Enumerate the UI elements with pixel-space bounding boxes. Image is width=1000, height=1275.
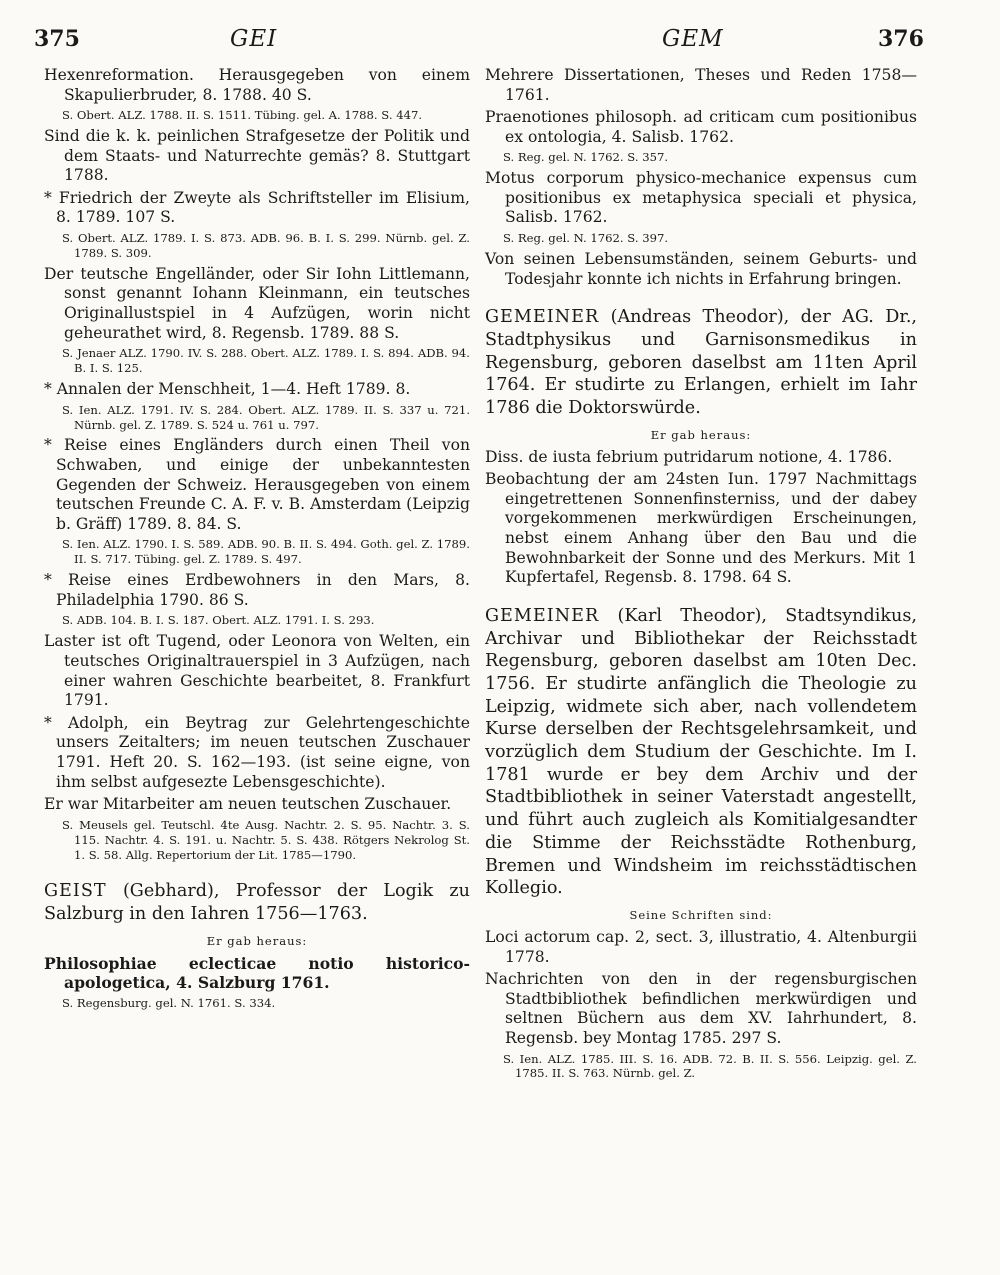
entry: Diss. de iusta febrium putridarum notione, 4. 1786. [485,447,893,466]
reference: S. Ien. ALZ. 1785. III. S. 16. ADB. 72. B. II. S. 556. Leipzig. gel. Z. 1785. II. S. 763. Nürnb. gel. Z. [503,1051,917,1081]
entry: Mehrere Dissertationen, Theses und Reden 1758—1761. [485,66,917,104]
entry: Loci actorum cap. 2, sect. 3, illustratio, 4. Altenburgii 1778. [485,927,917,966]
entry: Sind die k. k. peinlichen Strafgesetze der Politik und dem Staats- und Naturrechte gemäs? 8. Stuttgart 1788. [44,127,470,185]
entry: * Reise eines Erdbewohners in den Mars, 8. Philadelphia 1790. 86 S. [44,571,470,609]
reference: S. Obert. ALZ. 1789. I. S. 873. ADB. 96. B. I. S. 299. Nürnb. gel. Z. 1789. S. 309. [62,231,470,260]
reference: S. Ien. ALZ. 1790. I. S. 589. ADB. 90. B. II. S. 494. Goth. gel. Z. 1789. II. S. 717. Tübing. gel. Z. 1789. S. 497. [62,537,470,567]
entry: Philosophiae eclecticae notio historico-apologetica, 4. Salzburg 1761. [44,953,470,993]
reference: S. Jenaer ALZ. 1790. IV. S. 288. Obert. ALZ. 1789. I. S. 894. ADB. 94. B. I. S. 125. [62,346,470,376]
reference: S. Ien. ALZ. 1791. IV. S. 284. Obert. ALZ. 1789. II. S. 337 u. 721. Nürnb. gel. Z. 1789. S. 524 u. 761 u. 797. [62,402,470,432]
reference: S. Obert. ALZ. 1788. II. S. 1511. Tübing. gel. A. 1788. S. 447. [62,108,423,123]
entry: * Adolph, ein Beytrag zur Gelehrtengeschichte unsers Zeitalters; im neuen teutschen Zuschauer 1791. Heft 20. S. 162—193. (ist seine eigne, von ihm selbst aufgesezte Lebensgeschichte). [44,713,470,791]
right-column [485,66,917,1085]
running-head-right: GEM [662,26,724,52]
entry: * Annalen der Menschheit, 1—4. Heft 1789. 8. [44,380,411,399]
reference: S. Reg. gel. N. 1762. S. 397. [503,231,669,246]
biography-text: (Karl Theodor), Stadtsyndikus, Archivar und Bibliothekar der Reichsstadt Regensburg, geboren daselbst am 10ten Dec. 1756. Er studirte anfänglich die Theologie zu Leipzig, widmete sich aber, nach vollendetem Kurse derselben der Rechtsgelehrsamkeit, und vorzüglich dem Studium der Geschichte. Im I. 1781 wurde er bey dem Archiv und der Stadtbibliothek in seiner Vaterstadt angestellt, und führt auch zugleich als Komitialgesandter die Stimme der Reichsstädte Rothenburg, Bremen und Windsheim im reichsstädtischen Kollegio. [485,605,918,899]
biography-gemeiner-karl [485,605,917,900]
person-name: GEIST [44,881,107,902]
biography-geist [44,880,470,925]
works-heading: Er gab heraus: [650,427,752,442]
running-head-left: GEI [230,26,278,52]
entry: Er war Mitarbeiter am neuen teutschen Zuschauer. [44,795,452,814]
entry: Motus corporum physico-mechanice expensus cum positionibus ex metaphysica speciali et physica, Salisb. 1762. [485,169,917,227]
biography-gemeiner-andreas [485,306,917,420]
biography-text: (Gebhard), Professor der Logik zu Salzburg in den Iahren 1756—1763. [44,881,470,925]
entry: Laster ist oft Tugend, oder Leonora von Welten, ein teutsches Originaltrauerspiel in 3 Aufzügen, nach einer wahren Geschichte bearbeitet, 8. Frankfurt 1791. [44,632,470,710]
biography-text: (Andreas Theodor), der AG. Dr., Stadtphysikus und Garnisonsmedikus in Regensburg, geboren daselbst am 11ten April 1764. Er studirte zu Erlangen, erhielt im Iahr 1786 die Doktorswürde. [485,307,917,418]
reference: S. Regensburg. gel. N. 1761. S. 334. [62,996,276,1010]
entry: Beobachtung der am 24sten Iun. 1797 Nachmittags eingetrettenen Sonnenfinsterniss, und der dabey vorgekommenen merkwürdigen Erscheinungen, nebst einem Anhang über den Bau und die Bewohnbarkeit der Sonne und des Merkurs. Mit 1 Kupfertafel, Regensb. 8. 1798. 64 S. [485,470,917,587]
entry: Praenotiones philosoph. ad criticam cum positionibus ex ontologia, 4. Salisb. 1762. [485,108,917,146]
person-name: GEMEINER [485,307,600,328]
entry: Hexenreformation. Herausgegeben von einem Skapulierbruder, 8. 1788. 40 S. [44,66,470,104]
entry: Von seinen Lebensumständen, seinem Geburts- und Todesjahr konnte ich nichts in Erfahrung bringen. [485,249,917,288]
entry: * Reise eines Engländers durch einen Theil von Schwaben, und einige der unbekanntesten Gegenden der Schweiz. Herausgegeben von einem teutschen Freunde C. A. F. v. B. Amsterdam (Leipzig b. Gräff) 1789. 8. 84. S. [44,436,470,533]
page-number-left: 375 [34,26,80,52]
reference: S. Meusels gel. Teutschl. 4te Ausg. Nachtr. 2. S. 95. Nachtr. 3. S. 115. Nachtr. 4. S. 191. u. Nachtr. 5. S. 438. Rötgers Nekrolog St. 1. S. 58. Allg. Repertorium der Lit. 1785—1790. [62,817,470,862]
entry: Der teutsche Engelländer, oder Sir Iohn Littlemann, sonst genannt Iohann Kleinmann, ein teutsches Originallustspiel in 4 Aufzügen, worin nicht geheurathet wird, 8. Regensb. 1789. 88 S. [44,264,470,342]
entry: * Friedrich der Zweyte als Schriftsteller im Elisium, 8. 1789. 107 S. [44,188,470,227]
person-name: GEMEINER [485,605,600,626]
works-heading: Er gab heraus: [206,933,308,948]
page-number-right: 376 [878,26,924,52]
left-column [44,66,470,1015]
works-heading: Seine Schriften sind: [629,907,773,922]
entry: Nachrichten von den in der regensburgischen Stadtbibliothek befindlichen merkwürdigen und seltnen Büchern aus dem XV. Iahrhundert, 8. Regensb. bey Montag 1785. 297 S. [485,970,917,1047]
reference: S. Reg. gel. N. 1762. S. 357. [503,150,669,165]
reference: S. ADB. 104. B. I. S. 187. Obert. ALZ. 1791. I. S. 293. [62,613,375,628]
